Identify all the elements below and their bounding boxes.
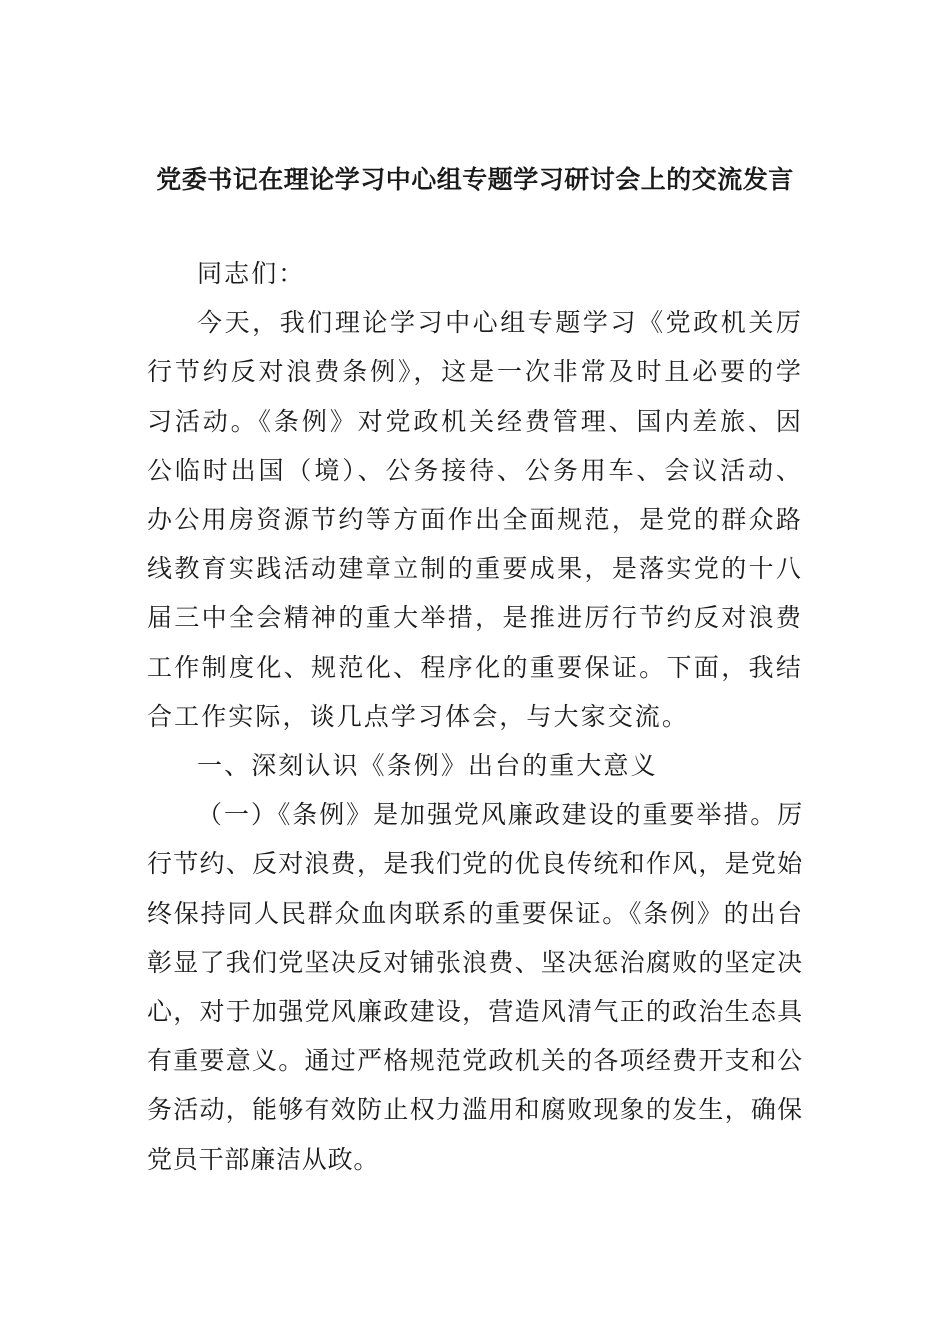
salutation: 同志们：: [197, 259, 306, 288]
document-title: 党委书记在理论学习中心组专题学习研讨会上的交流发言: [156, 165, 794, 194]
paragraph-intro: 今天，我们理论学习中心组专题学习《党政机关厉行节约反对浪费条例》，这是一次非常及时且必要的学习活动。《条例》对党政机关经费管理、国内差旅、因公临时出国（境）、公务接待、公务用车、会议活动、办公用房资源节约等方面作出全面规范，是党的群众路线教育实践活动建章立制的重要成果，是落实党的十八届三中全会精神的重大举措，是推进厉行节约反对浪费工作制度化、规范化、程序化的重要保证。下面，我结合工作实际，谈几点学习体会，与大家交流。: [147, 308, 803, 731]
section-heading: 一、深刻认识《条例》出台的重大意义: [197, 751, 658, 781]
paragraph-point-one: （一）《条例》是加强党风廉政建设的重要举措。厉行节约、反对浪费，是我们党的优良传统和作风，是党始终保持同人民群众血肉联系的重要保证。《条例》的出台彰显了我们党坚决反对铺张浪费、坚决惩治腐败的坚定决心，对于加强党风廉政建设，营造风清气正的政治生态具有重要意义。通过严格规范党政机关的各项经费开支和公务活动，能够有效防止权力滥用和腐败现象的发生，确保党员干部廉洁从政。: [147, 800, 803, 1174]
document-body: [147, 249, 803, 1184]
